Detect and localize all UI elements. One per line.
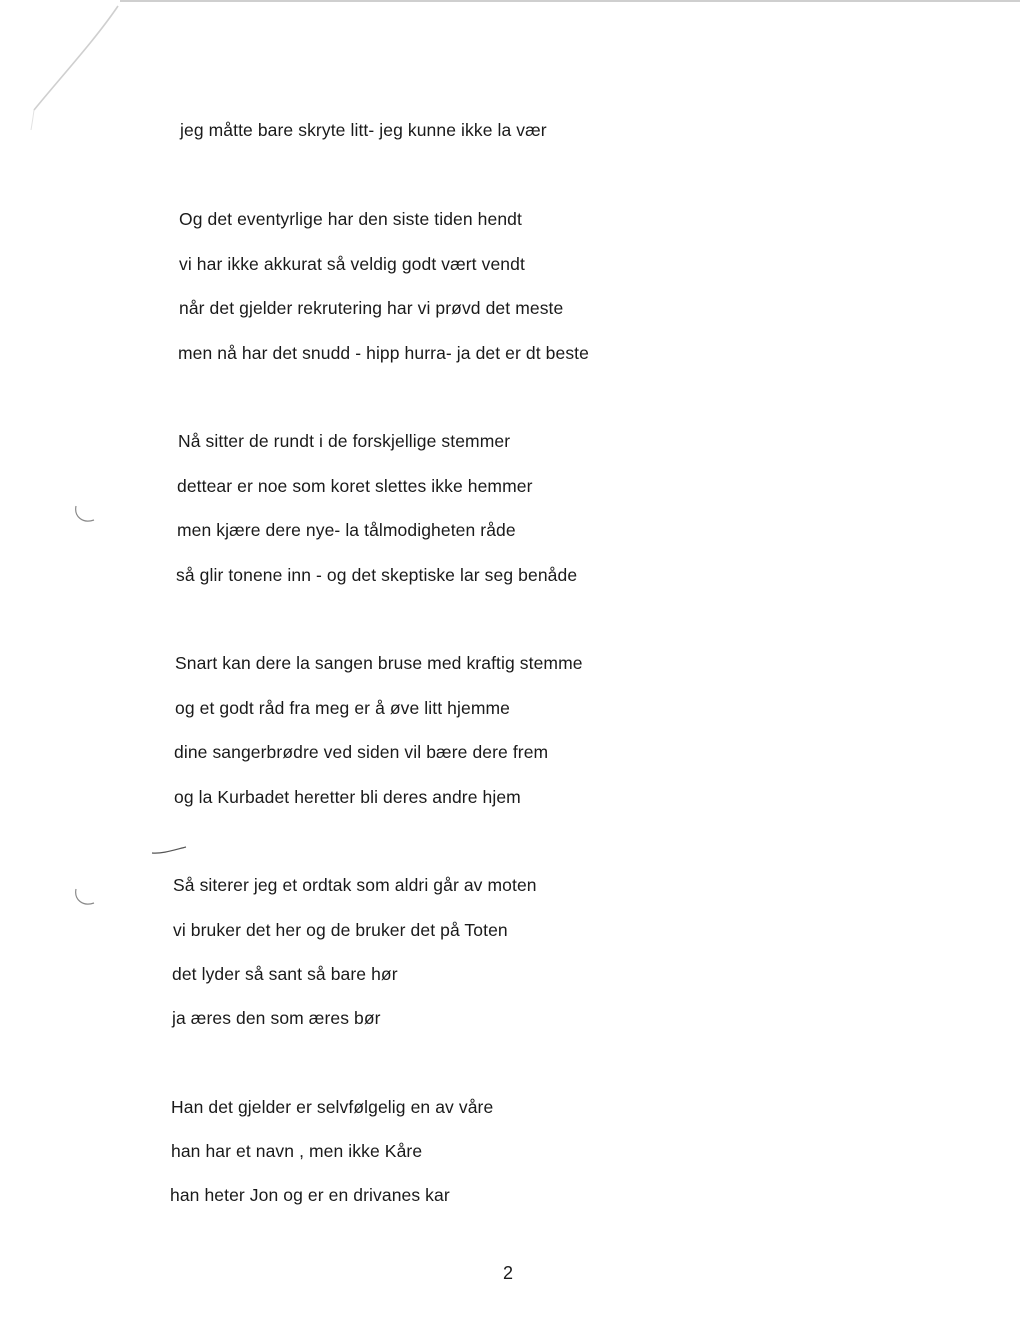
poem-line: Så siterer jeg et ordtak som aldri går av moten bbox=[173, 875, 537, 895]
poem-line: dine sangerbrødre ved siden vil bære dere frem bbox=[174, 742, 549, 762]
pen-stroke-mark bbox=[150, 842, 190, 858]
poem-line: han heter Jon og er en drivanes kar bbox=[170, 1185, 450, 1205]
poem-line: men kjære dere nye- la tålmodigheten råde bbox=[177, 520, 516, 540]
poem-line: Snart kan dere la sangen bruse med kraftig stemme bbox=[175, 653, 583, 673]
poem-line: dettear er noe som koret slettes ikke hemmer bbox=[177, 476, 533, 496]
folded-corner-mark bbox=[0, 0, 130, 130]
page-number: 2 bbox=[503, 1263, 514, 1283]
poem-line: det lyder så sant så bare hør bbox=[172, 964, 398, 984]
poem-line: og et godt råd fra meg er å øve litt hjemme bbox=[175, 698, 511, 718]
poem-line: men nå har det snudd - hipp hurra- ja det er dt beste bbox=[178, 343, 589, 363]
poem-line: han har et navn , men ikke Kåre bbox=[171, 1141, 423, 1161]
poem-line: Nå sitter de rundt i de forskjellige stemmer bbox=[178, 431, 511, 451]
poem-line: Han det gjelder er selvfølgelig en av våre bbox=[171, 1097, 494, 1117]
poem-line: vi bruker det her og de bruker det på Toten bbox=[173, 920, 508, 940]
scan-top-edge bbox=[120, 0, 1020, 2]
poem-line: jeg måtte bare skryte litt- jeg kunne ikke la vær bbox=[180, 120, 547, 140]
poem-line: Og det eventyrlige har den siste tiden hendt bbox=[179, 209, 522, 229]
punch-hole-mark-upper bbox=[72, 500, 98, 526]
poem-line: vi har ikke akkurat så veldig godt vært vendt bbox=[179, 254, 525, 274]
poem-line: og la Kurbadet heretter bli deres andre hjem bbox=[174, 787, 521, 807]
poem-line: så glir tonene inn - og det skeptiske lar seg benåde bbox=[176, 565, 578, 585]
punch-hole-mark-lower bbox=[72, 883, 98, 909]
poem-line: når det gjelder rekrutering har vi prøvd det meste bbox=[179, 298, 564, 318]
poem-line: ja æres den som æres bør bbox=[172, 1008, 381, 1028]
